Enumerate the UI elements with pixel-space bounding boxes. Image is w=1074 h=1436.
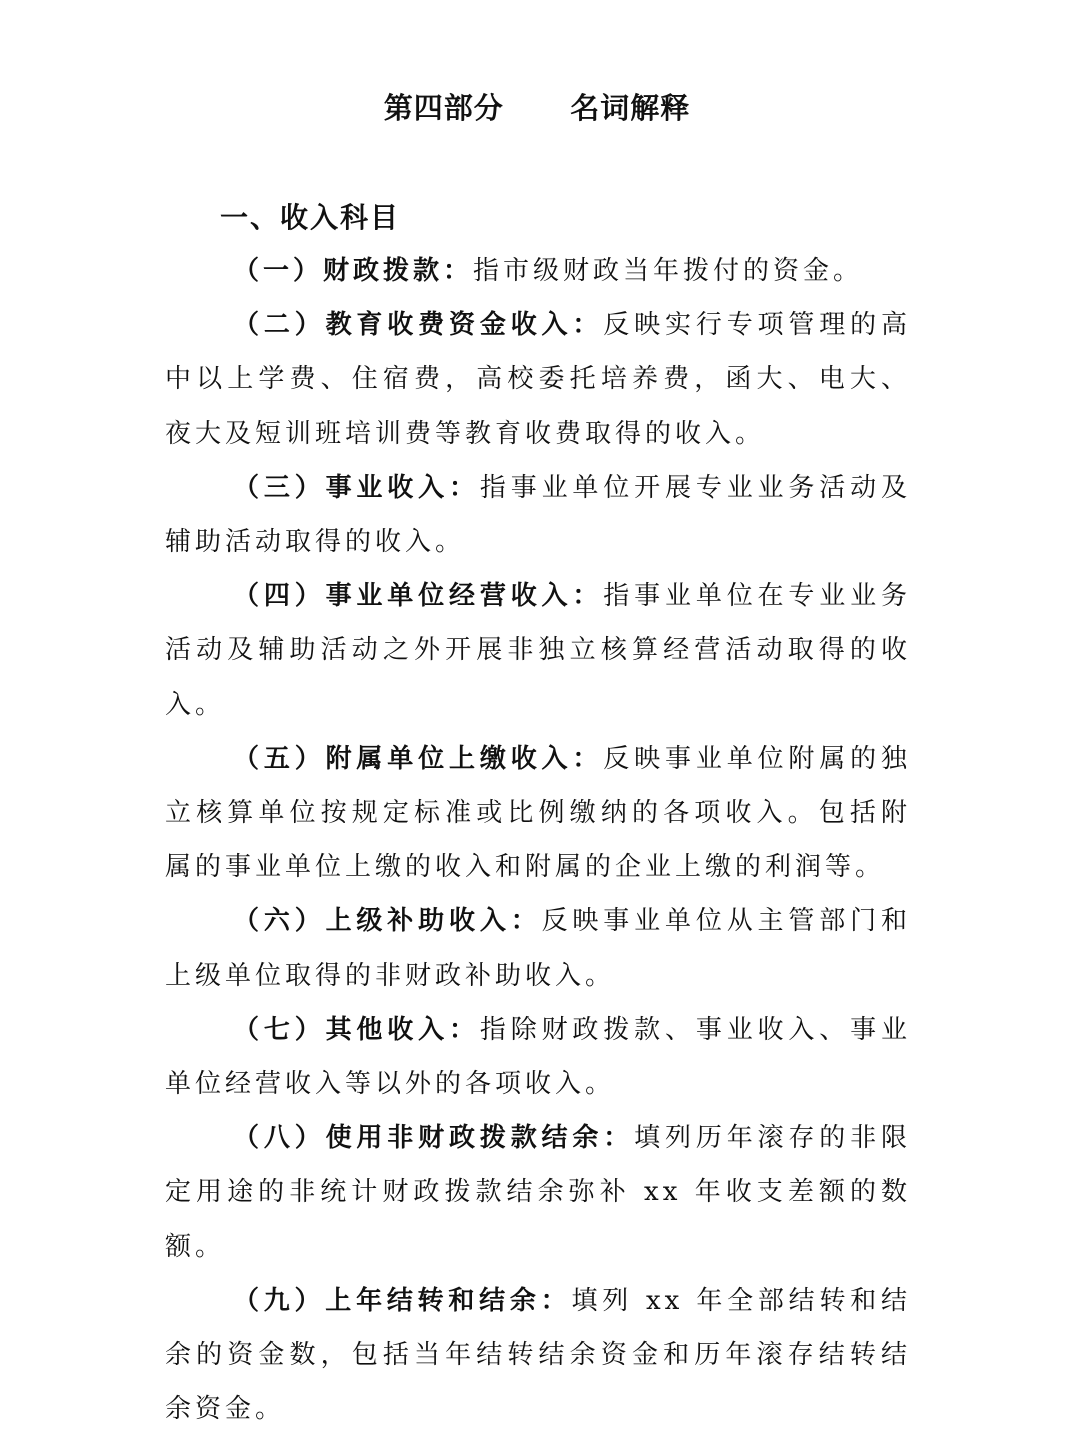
definition-term: （四）事业单位经营收入： [233, 581, 604, 612]
definition-text: 填列历年滚存的非限定用途的非统计财政拨款结余弥补 xx 年收支差额的数额。 [165, 1123, 911, 1262]
definition-term: （一）财政拨款： [233, 256, 474, 286]
definition-item [165, 1003, 911, 1111]
definition-term: （九）上年结转和结余： [233, 1285, 572, 1316]
definition-term: （六）上级补助收入： [233, 906, 542, 937]
definition-term: （五）附属单位上缴收入： [233, 743, 604, 774]
definition-item [165, 569, 911, 732]
definition-item [165, 1274, 911, 1436]
definition-text: 指事业单位开展专业业务活动及辅助活动取得的收入。 [165, 472, 911, 558]
definition-item [165, 298, 911, 461]
definition-text: 指市级财政当年拨付的资金。 [473, 256, 864, 286]
definition-item [165, 732, 911, 895]
definition-term: （七）其他收入： [233, 1014, 480, 1045]
definition-text: 填列 xx 年全部结转和结余的资金数，包括当年结转结余资金和历年滚存结转结余资金。 [165, 1285, 911, 1425]
document-body [165, 244, 911, 1436]
definition-item [165, 1111, 911, 1274]
page-title: 第四部分 名词解释 [383, 91, 691, 125]
definition-text: 反映事业单位附属的独立核算单位按规定标准或比例缴纳的各项收入。包括附属的事业单位上缴的收入和附属的企业上缴的利润等。 [165, 743, 911, 883]
definition-item [165, 244, 911, 298]
definition-text: 反映事业单位从主管部门和上级单位取得的非财政补助收入。 [165, 906, 911, 991]
definition-text: 指除财政拨款、事业收入、事业单位经营收入等以外的各项收入。 [165, 1014, 911, 1100]
section-heading: 一、收入科目 [220, 201, 401, 234]
definition-term: （三）事业收入： [233, 472, 480, 503]
definition-term: （八）使用非财政拨款结余： [233, 1123, 635, 1154]
definition-item [165, 894, 911, 1002]
definition-text: 反映实行专项管理的高中以上学费、住宿费，高校委托培养费，函大、电大、夜大及短训班培训费等教育收费取得的收入。 [165, 310, 911, 449]
definition-text: 指事业单位在专业业务活动及辅助活动之外开展非独立核算经营活动取得的收入。 [165, 581, 911, 720]
definition-term: （二）教育收费资金收入： [233, 310, 604, 341]
definition-item [165, 461, 911, 569]
